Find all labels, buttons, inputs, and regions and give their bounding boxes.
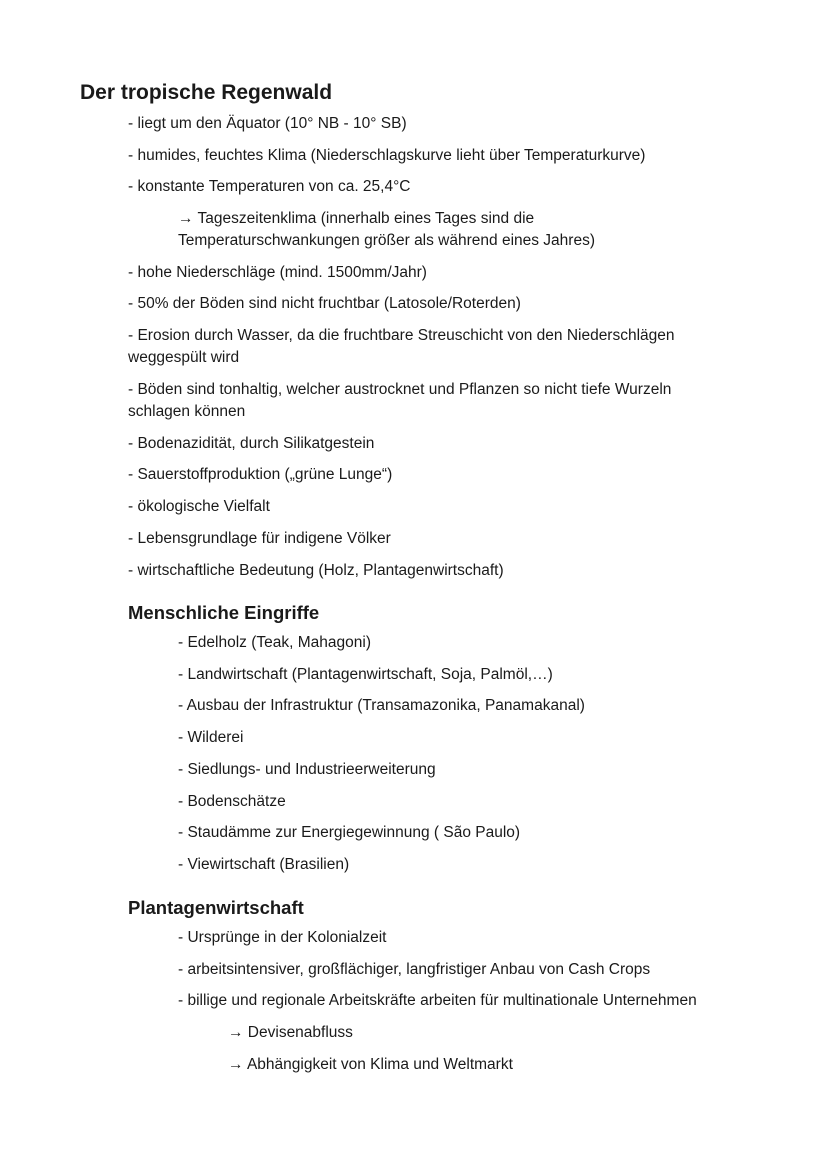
list-item: - hohe Niederschläge (mind. 1500mm/Jahr): [128, 264, 427, 281]
list-item-subpoint: → Devisenabfluss: [228, 1024, 353, 1041]
list-item: - Landwirtschaft (Plantagenwirtschaft, Soja, Palmöl,…): [178, 666, 553, 683]
page-title: Der tropische Regenwald: [80, 81, 333, 104]
list-item: - wirtschaftliche Bedeutung (Holz, Plantagenwirtschaft): [128, 562, 504, 579]
list-item: - Sauerstoffproduktion („grüne Lunge“): [128, 466, 393, 483]
section-heading-menschliche-eingriffe: Menschliche Eingriffe: [128, 602, 320, 623]
list-item: - humides, feuchtes Klima (Niederschlagskurve lieht über Temperaturkurve): [128, 147, 646, 164]
list-item: - Siedlungs- und Industrieerweiterung: [178, 761, 436, 778]
list-item: - Viewirtschaft (Brasilien): [178, 856, 350, 873]
list-item: - Böden sind tonhaltig, welcher austrocknet und Pflanzen so nicht tiefe Wurzeln: [128, 381, 672, 398]
list-item: - Ursprünge in der Kolonialzeit: [178, 929, 387, 946]
list-item-continuation: weggespült wird: [128, 349, 240, 366]
list-item-subpoint-continuation: Temperaturschwankungen größer als während eines Jahres): [178, 232, 595, 249]
list-item: - liegt um den Äquator (10° NB - 10° SB): [128, 115, 407, 132]
list-item-continuation: schlagen können: [128, 403, 246, 420]
list-item: - 50% der Böden sind nicht fruchtbar (Latosole/Roterden): [128, 295, 521, 312]
section-heading-plantagenwirtschaft: Plantagenwirtschaft: [128, 897, 304, 918]
list-item: - konstante Temperaturen von ca. 25,4°C: [128, 178, 411, 195]
list-item: - arbeitsintensiver, großflächiger, langfristiger Anbau von Cash Crops: [178, 961, 651, 978]
list-item-subpoint: → Tageszeitenklima (innerhalb eines Tages sind die: [178, 210, 535, 227]
list-item: - Erosion durch Wasser, da die fruchtbare Streuschicht von den Niederschlägen: [128, 327, 675, 344]
list-item: - Edelholz (Teak, Mahagoni): [178, 634, 371, 651]
list-item: - Wilderei: [178, 729, 244, 746]
list-item: - Ausbau der Infrastruktur (Transamazonika, Panamakanal): [178, 697, 585, 714]
list-item-subpoint: → Abhängigkeit von Klima und Weltmarkt: [228, 1056, 513, 1073]
list-item: - Bodenschätze: [178, 793, 286, 810]
list-item: - billige und regionale Arbeitskräfte arbeiten für multinationale Unternehmen: [178, 992, 697, 1009]
list-item: - Staudämme zur Energiegewinnung ( São Paulo): [178, 824, 521, 841]
list-item: - ökologische Vielfalt: [128, 498, 270, 515]
list-item: - Lebensgrundlage für indigene Völker: [128, 530, 391, 547]
list-item: - Bodenazidität, durch Silikatgestein: [128, 435, 375, 452]
